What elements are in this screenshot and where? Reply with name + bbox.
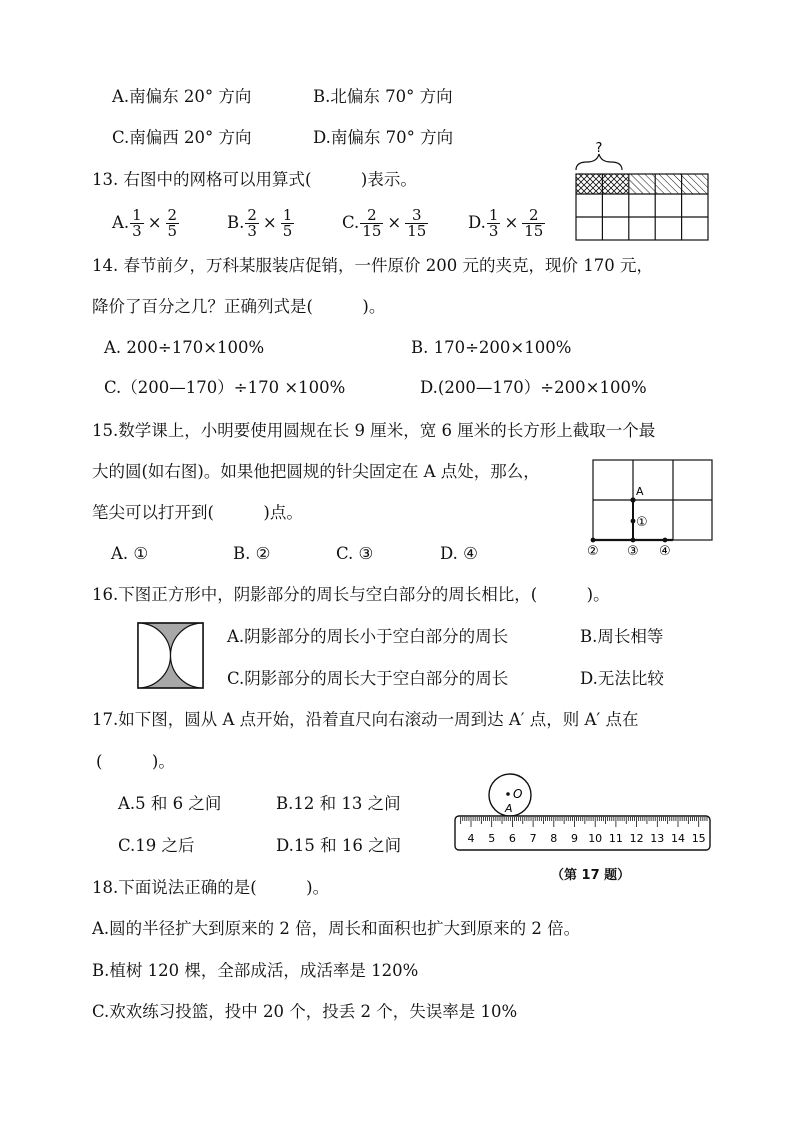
- q18-option-b: B.植树 120 棵，全部成活，成活率是 120%: [92, 961, 419, 980]
- q13-option-d: D. $\frac{1}{3}$ × $\frac{2}{15}$: [468, 206, 544, 240]
- q17-option-c: C.19 之后: [118, 836, 195, 855]
- ruler-number: 5: [488, 832, 496, 845]
- q15-grid-lines: [593, 460, 712, 540]
- q15-stem-line1: 15.数学课上，小明要使用圆规在长 9 厘米，宽 6 厘米的长方形上截取一个最: [92, 421, 656, 440]
- ruler-number: 12: [629, 832, 644, 845]
- q15-option-b: B. ②: [233, 544, 271, 563]
- q14-stem-line2: 降价了百分之几？正确列式是( )。: [92, 297, 386, 316]
- ruler-number: 4: [467, 832, 475, 845]
- ruler-number: 9: [571, 832, 578, 845]
- q13-question-mark: ?: [595, 141, 603, 156]
- q12-option-b: B.北偏东 70° 方向: [313, 87, 453, 106]
- q13-option-a: A. $\frac{1}{3}$ × $\frac{2}{5}$: [112, 206, 178, 240]
- q16-option-c: C.阴影部分的周长大于空白部分的周长: [227, 669, 509, 688]
- q17-start-label: A: [505, 802, 513, 815]
- q17-option-b: B.12 和 13 之间: [276, 794, 401, 813]
- q17-ruler-figure: [450, 770, 714, 852]
- q15-rectangle-figure: [585, 457, 715, 557]
- q16-option-a: A.阴影部分的周长小于空白部分的周长: [227, 627, 509, 646]
- q16-option-b: B.周长相等: [580, 627, 664, 646]
- q15-point-4-label: ④: [659, 544, 671, 559]
- ruler-number: 13: [650, 832, 665, 845]
- q17-stem-line1: 17.如下图，圆从 A 点开始，沿着直尺向右滚动一周到达 A′ 点，则 A′ 点在: [92, 710, 639, 729]
- q14-option-d: D.(200—170）÷200×100%: [420, 378, 647, 397]
- q12-option-c: C.南偏西 20° 方向: [112, 128, 252, 147]
- q15-stem-line2: 大的圆(如右图)。如果他把圆规的针尖固定在 A 点处，那么，: [92, 462, 540, 481]
- q17-caption: （第 17 题）: [551, 868, 631, 883]
- q15-stem-line3: 笔尖可以打开到( )点。: [92, 503, 303, 522]
- q17-option-a: A.5 和 6 之间: [118, 794, 222, 813]
- ruler-number: 6: [508, 832, 516, 845]
- q14-option-a: A. 200÷170×100%: [104, 338, 265, 357]
- q17-option-d: D.15 和 16 之间: [276, 836, 402, 855]
- q16-square-figure: [137, 622, 205, 690]
- q16-option-d: D.无法比较: [580, 669, 664, 688]
- q14-option-b: B. 170÷200×100%: [411, 338, 572, 357]
- q13-stem: 13. 右图中的网格可以用算式( )表示。: [92, 170, 417, 189]
- q15-point-3-dot: [631, 538, 636, 543]
- q15-point-2-label: ②: [587, 544, 599, 559]
- q17-stem-line2: ( )。: [96, 752, 175, 771]
- q15-option-d: D. ④: [440, 544, 478, 563]
- q15-point-1-label: ①: [636, 515, 648, 530]
- ruler-number: 15: [691, 832, 706, 845]
- q14-option-c: C.（200—170）÷170 ×100%: [104, 378, 346, 397]
- q13-option-c: C. $\frac{2}{15}$ × $\frac{3}{15}$: [342, 206, 427, 240]
- q15-point-2-dot: [591, 538, 596, 543]
- q15-point-4-dot: [663, 538, 668, 543]
- q12-option-d: D.南偏东 70° 方向: [313, 128, 454, 147]
- q15-option-a: A. ①: [111, 544, 149, 563]
- ruler-number: 14: [671, 832, 685, 845]
- q17-center-dot: [506, 792, 510, 796]
- q15-point-3-label: ③: [627, 544, 639, 559]
- q16-stem: 16.下图正方形中，阴影部分的周长与空白部分的周长相比，( )。: [92, 585, 610, 604]
- q15-option-c: C. ③: [336, 544, 374, 563]
- q13-brace: [576, 154, 622, 170]
- q13-grid-figure: [575, 140, 710, 244]
- ruler-number: 8: [550, 832, 558, 845]
- q17-center-label: O: [513, 787, 523, 801]
- ruler-number: 11: [608, 832, 623, 845]
- q13-option-b: B. $\frac{2}{3}$ × $\frac{1}{5}$: [227, 206, 293, 240]
- q15-point-a-label: A: [636, 485, 644, 498]
- q12-option-a: A.南偏东 20° 方向: [112, 87, 252, 106]
- q18-stem: 18.下面说法正确的是( )。: [92, 878, 330, 897]
- q15-point-1-dot: [631, 519, 636, 524]
- ruler-number: 7: [529, 832, 537, 845]
- q18-option-c: C.欢欢练习投篮，投中 20 个，投丢 2 个，失误率是 10%: [92, 1002, 518, 1021]
- q18-option-a: A.圆的半径扩大到原来的 2 倍，周长和面积也扩大到原来的 2 倍。: [92, 919, 581, 938]
- ruler-number: 10: [588, 832, 603, 845]
- q14-stem-line1: 14. 春节前夕，万科某服装店促销，一件原价 200 元的夹克，现价 170 元，: [92, 256, 653, 275]
- q13-hatched-area: [628, 174, 708, 194]
- q15-point-a-dot: [630, 497, 635, 502]
